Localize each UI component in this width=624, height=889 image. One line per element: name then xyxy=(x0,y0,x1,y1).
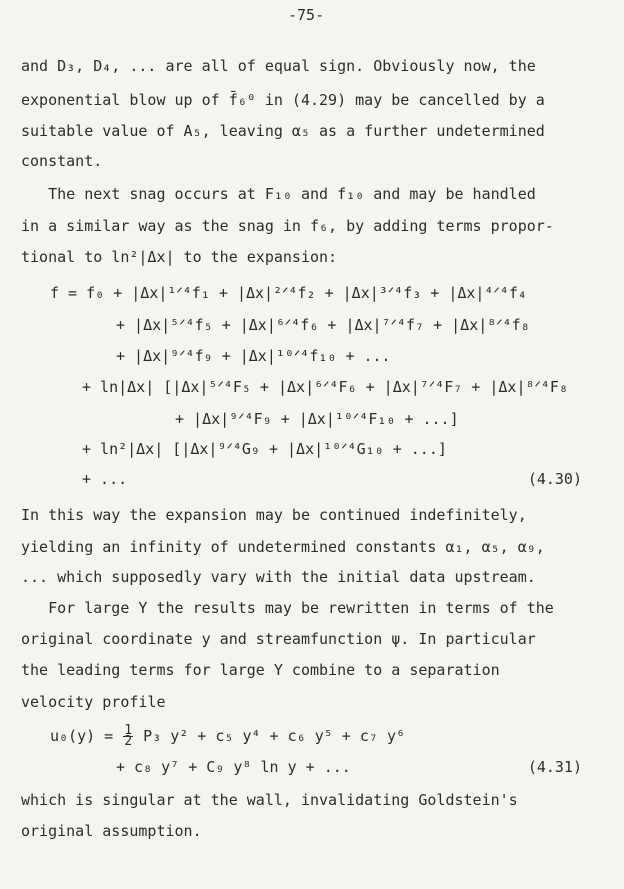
text-line: velocity profile xyxy=(21,693,166,711)
text-line: For large Y the results may be rewritten in terms of the xyxy=(21,599,554,617)
equation-line: + |Δx|⁵ᐟ⁴f₅ + |Δx|⁶ᐟ⁴f₆ + |Δx|⁷ᐟ⁴f₇ + |Δx|⁸ᐟ⁴f₈ xyxy=(116,316,530,334)
text-line: The next snag occurs at F₁₀ and f₁₀ and may be handled xyxy=(21,185,536,203)
equation-line: + c₈ y⁷ + C₉ y⁸ ln y + ... xyxy=(116,758,351,776)
text-line: the leading terms for large Y combine to a separation xyxy=(21,661,500,679)
text-line: which is singular at the wall, invalidating Goldstein's xyxy=(21,791,518,809)
text-line: constant. xyxy=(21,152,103,170)
equation-line: + ln|Δx| [|Δx|⁵ᐟ⁴F₅ + |Δx|⁶ᐟ⁴F₆ + |Δx|⁷ᐟ⁴F₇ + |Δx|⁸ᐟ⁴F₈ xyxy=(82,378,568,396)
text-line: original coordinate y and streamfunction ψ. In particular xyxy=(21,630,536,648)
text-line: exponential blow up of f̄₆⁰ in (4.29) may be cancelled by a xyxy=(21,91,545,109)
equation-line: f = f₀ + |Δx|¹ᐟ⁴f₁ + |Δx|²ᐟ⁴f₂ + |Δx|³ᐟ⁴f₃ + |Δx|⁴ᐟ⁴f₄ xyxy=(50,284,527,302)
equation-line: + ... xyxy=(82,470,128,488)
equation-lhs: u₀(y) = xyxy=(50,727,123,745)
text-line: In this way the expansion may be continued indefinitely, xyxy=(21,506,527,524)
text-line: original assumption. xyxy=(21,822,202,840)
equation-number: (4.30) xyxy=(527,470,582,488)
text-line: tional to ln²|Δx| to the expansion: xyxy=(21,248,338,266)
text-line: suitable value of A₅, leaving α₅ as a further undetermined xyxy=(21,122,545,140)
text-line: ... which supposedly vary with the initial data upstream. xyxy=(21,568,536,586)
fraction-denominator: 2 xyxy=(124,734,133,749)
equation-line: + ln²|Δx| [|Δx|⁹ᐟ⁴G₉ + |Δx|¹⁰ᐟ⁴G₁₀ + ...] xyxy=(82,440,447,458)
text-line: and D₃, D₄, ... are all of equal sign. Obviously now, the xyxy=(21,57,536,75)
text-line: yielding an infinity of undetermined constants α₁, α₅, α₉, xyxy=(21,538,545,556)
text-line: in a similar way as the snag in f₆, by adding terms propor- xyxy=(21,217,554,235)
equation-line: + |Δx|⁹ᐟ⁴f₉ + |Δx|¹⁰ᐟ⁴f₁₀ + ... xyxy=(116,347,391,365)
equation-line: + |Δx|⁹ᐟ⁴F₉ + |Δx|¹⁰ᐟ⁴F₁₀ + ...] xyxy=(175,410,459,428)
page-number: -75- xyxy=(288,6,325,24)
equation-line xyxy=(50,723,406,749)
equation-rhs: P₃ y² + c₅ y⁴ + c₆ y⁵ + c₇ y⁶ xyxy=(134,727,406,745)
fraction-numerator: 1 xyxy=(124,723,133,738)
equation-number: (4.31) xyxy=(527,758,582,776)
fraction xyxy=(123,723,133,749)
